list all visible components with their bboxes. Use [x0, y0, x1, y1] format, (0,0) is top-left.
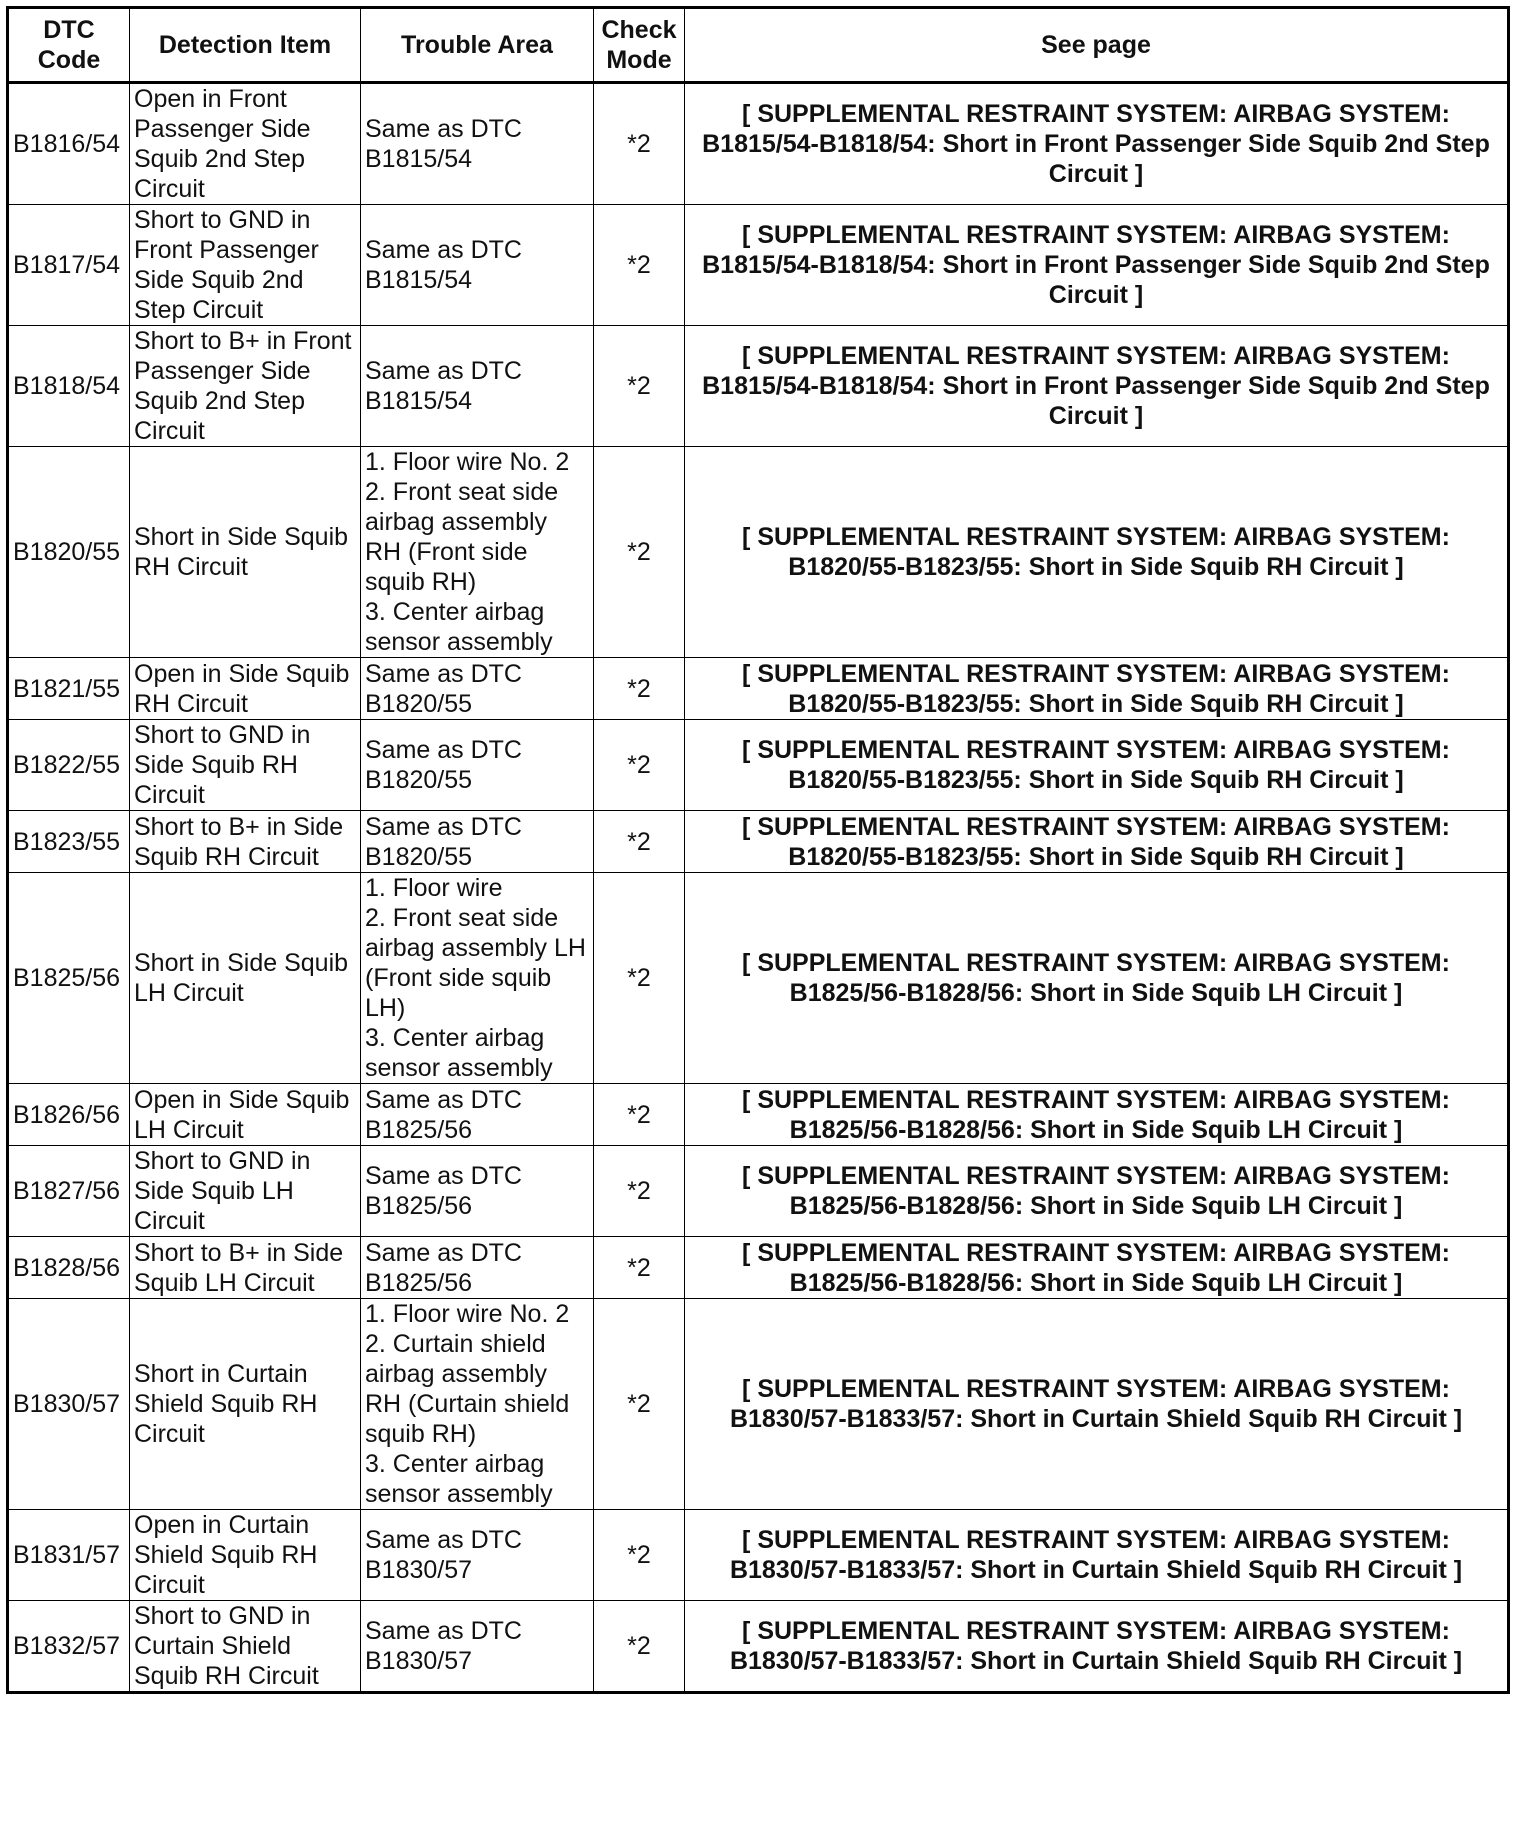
- check-mode-cell: *2: [594, 873, 685, 1084]
- detection-item-cell: Short to GND in Side Squib LH Circuit: [130, 1146, 361, 1237]
- check-mode-cell: *2: [594, 1084, 685, 1146]
- trouble-area-line: Same as DTC B1815/54: [365, 357, 522, 415]
- trouble-area-line: 2. Curtain shield airbag assembly RH (Curtain shield squib RH): [365, 1330, 570, 1448]
- table-row: [8, 1237, 1509, 1299]
- detection-item-cell: Short to GND in Front Passenger Side Squib 2nd Step Circuit: [130, 205, 361, 326]
- dtc-code-cell: B1822/55: [8, 720, 130, 811]
- dtc-code-cell: B1821/55: [8, 658, 130, 720]
- dtc-code-cell: B1832/57: [8, 1601, 130, 1693]
- trouble-area-line: 3. Center airbag sensor assembly: [365, 598, 553, 656]
- header-trouble-area: Trouble Area: [361, 8, 594, 83]
- dtc-code-cell: B1831/57: [8, 1510, 130, 1601]
- trouble-area-line: Same as DTC B1820/55: [365, 659, 522, 718]
- trouble-area-line: 1. Floor wire No. 2: [365, 1300, 570, 1328]
- table-row: [8, 658, 1509, 720]
- see-page-cell: [ SUPPLEMENTAL RESTRAINT SYSTEM: AIRBAG SYSTEM: B1820/55-B1823/55: Short in Side Squib RH Circuit ]: [685, 720, 1509, 811]
- trouble-area-line: Same as DTC B1830/57: [365, 1526, 522, 1584]
- see-page-cell: [ SUPPLEMENTAL RESTRAINT SYSTEM: AIRBAG SYSTEM: B1825/56-B1828/56: Short in Side Squib LH Circuit ]: [685, 1237, 1509, 1299]
- see-page-cell: [ SUPPLEMENTAL RESTRAINT SYSTEM: AIRBAG SYSTEM: B1815/54-B1818/54: Short in Front Passenger Side Squib 2nd Step Circuit ]: [685, 205, 1509, 326]
- check-mode-cell: *2: [594, 720, 685, 811]
- detection-item-cell: Open in Front Passenger Side Squib 2nd Step Circuit: [130, 83, 361, 205]
- see-page-cell: [ SUPPLEMENTAL RESTRAINT SYSTEM: AIRBAG SYSTEM: B1820/55-B1823/55: Short in Side Squib RH Circuit ]: [685, 658, 1509, 720]
- detection-item-cell: Short to B+ in Side Squib LH Circuit: [130, 1237, 361, 1299]
- table-row: [8, 720, 1509, 811]
- trouble-area-cell: [361, 873, 594, 1084]
- trouble-area-cell: [361, 205, 594, 326]
- check-mode-cell: *2: [594, 811, 685, 873]
- table-row: [8, 326, 1509, 447]
- dtc-code-cell: B1830/57: [8, 1299, 130, 1510]
- dtc-code-cell: B1823/55: [8, 811, 130, 873]
- dtc-code-cell: B1817/54: [8, 205, 130, 326]
- trouble-area-cell: [361, 1510, 594, 1601]
- table-row: [8, 1299, 1509, 1510]
- dtc-code-cell: B1825/56: [8, 873, 130, 1084]
- trouble-area-line: 2. Front seat side airbag assembly LH (Front side squib LH): [365, 904, 586, 1022]
- table-row: [8, 873, 1509, 1084]
- trouble-area-line: 3. Center airbag sensor assembly: [365, 1024, 553, 1082]
- table-row: [8, 1084, 1509, 1146]
- check-mode-cell: *2: [594, 83, 685, 205]
- check-mode-cell: *2: [594, 658, 685, 720]
- table-row: [8, 83, 1509, 205]
- detection-item-cell: Short in Side Squib RH Circuit: [130, 447, 361, 658]
- see-page-cell: [ SUPPLEMENTAL RESTRAINT SYSTEM: AIRBAG SYSTEM: B1830/57-B1833/57: Short in Curtain Shield Squib RH Circuit ]: [685, 1601, 1509, 1693]
- trouble-area-line: Same as DTC B1825/56: [365, 1238, 522, 1297]
- trouble-area-line: Same as DTC B1825/56: [365, 1085, 522, 1144]
- table-row: [8, 205, 1509, 326]
- dtc-code-cell: B1816/54: [8, 83, 130, 205]
- header-row: [8, 8, 1509, 83]
- detection-item-cell: Open in Curtain Shield Squib RH Circuit: [130, 1510, 361, 1601]
- check-mode-cell: *2: [594, 447, 685, 658]
- trouble-area-line: 2. Front seat side airbag assembly RH (Front side squib RH): [365, 478, 559, 596]
- table-row: [8, 447, 1509, 658]
- trouble-area-line: Same as DTC B1820/55: [365, 736, 522, 794]
- header-check-mode: Check Mode: [594, 8, 685, 83]
- dtc-code-cell: B1827/56: [8, 1146, 130, 1237]
- trouble-area-cell: [361, 1084, 594, 1146]
- table-header: [8, 8, 1509, 83]
- trouble-area-line: Same as DTC B1820/55: [365, 812, 522, 871]
- detection-item-cell: Open in Side Squib LH Circuit: [130, 1084, 361, 1146]
- trouble-area-line: Same as DTC B1830/57: [365, 1617, 522, 1675]
- dtc-code-cell: B1826/56: [8, 1084, 130, 1146]
- trouble-area-line: Same as DTC B1815/54: [365, 115, 522, 173]
- see-page-cell: [ SUPPLEMENTAL RESTRAINT SYSTEM: AIRBAG SYSTEM: B1815/54-B1818/54: Short in Front Passenger Side Squib 2nd Step Circuit ]: [685, 326, 1509, 447]
- trouble-area-line: 1. Floor wire No. 2: [365, 448, 570, 476]
- trouble-area-cell: [361, 1146, 594, 1237]
- table-row: [8, 1601, 1509, 1693]
- see-page-cell: [ SUPPLEMENTAL RESTRAINT SYSTEM: AIRBAG SYSTEM: B1825/56-B1828/56: Short in Side Squib LH Circuit ]: [685, 873, 1509, 1084]
- detection-item-cell: Short in Curtain Shield Squib RH Circuit: [130, 1299, 361, 1510]
- trouble-area-cell: [361, 83, 594, 205]
- check-mode-cell: *2: [594, 326, 685, 447]
- table-row: [8, 1146, 1509, 1237]
- trouble-area-line: 1. Floor wire: [365, 874, 503, 902]
- check-mode-cell: *2: [594, 205, 685, 326]
- see-page-cell: [ SUPPLEMENTAL RESTRAINT SYSTEM: AIRBAG SYSTEM: B1830/57-B1833/57: Short in Curtain Shield Squib RH Circuit ]: [685, 1510, 1509, 1601]
- see-page-cell: [ SUPPLEMENTAL RESTRAINT SYSTEM: AIRBAG SYSTEM: B1825/56-B1828/56: Short in Side Squib LH Circuit ]: [685, 1146, 1509, 1237]
- dtc-code-cell: B1820/55: [8, 447, 130, 658]
- check-mode-cell: *2: [594, 1146, 685, 1237]
- detection-item-cell: Open in Side Squib RH Circuit: [130, 658, 361, 720]
- table-body: [8, 83, 1509, 1693]
- trouble-area-cell: [361, 811, 594, 873]
- check-mode-cell: *2: [594, 1299, 685, 1510]
- detection-item-cell: Short to GND in Side Squib RH Circuit: [130, 720, 361, 811]
- dtc-table-container: [6, 6, 1507, 1694]
- detection-item-cell: Short to B+ in Front Passenger Side Squib 2nd Step Circuit: [130, 326, 361, 447]
- trouble-area-cell: [361, 720, 594, 811]
- trouble-area-cell: [361, 447, 594, 658]
- check-mode-cell: *2: [594, 1601, 685, 1693]
- table-row: [8, 811, 1509, 873]
- trouble-area-cell: [361, 658, 594, 720]
- detection-item-cell: Short to GND in Curtain Shield Squib RH Circuit: [130, 1601, 361, 1693]
- trouble-area-cell: [361, 1601, 594, 1693]
- trouble-area-line: Same as DTC B1815/54: [365, 236, 522, 294]
- check-mode-cell: *2: [594, 1237, 685, 1299]
- trouble-area-line: Same as DTC B1825/56: [365, 1162, 522, 1220]
- see-page-cell: [ SUPPLEMENTAL RESTRAINT SYSTEM: AIRBAG SYSTEM: B1820/55-B1823/55: Short in Side Squib RH Circuit ]: [685, 811, 1509, 873]
- trouble-area-line: 3. Center airbag sensor assembly: [365, 1450, 553, 1508]
- trouble-area-cell: [361, 1237, 594, 1299]
- table-row: [8, 1510, 1509, 1601]
- check-mode-cell: *2: [594, 1510, 685, 1601]
- detection-item-cell: Short to B+ in Side Squib RH Circuit: [130, 811, 361, 873]
- trouble-area-cell: [361, 1299, 594, 1510]
- trouble-area-cell: [361, 326, 594, 447]
- see-page-cell: [ SUPPLEMENTAL RESTRAINT SYSTEM: AIRBAG SYSTEM: B1830/57-B1833/57: Short in Curtain Shield Squib RH Circuit ]: [685, 1299, 1509, 1510]
- see-page-cell: [ SUPPLEMENTAL RESTRAINT SYSTEM: AIRBAG SYSTEM: B1815/54-B1818/54: Short in Front Passenger Side Squib 2nd Step Circuit ]: [685, 83, 1509, 205]
- see-page-cell: [ SUPPLEMENTAL RESTRAINT SYSTEM: AIRBAG SYSTEM: B1820/55-B1823/55: Short in Side Squib RH Circuit ]: [685, 447, 1509, 658]
- header-detection-item: Detection Item: [130, 8, 361, 83]
- header-see-page: See page: [685, 8, 1509, 83]
- dtc-table: [6, 6, 1510, 1694]
- see-page-cell: [ SUPPLEMENTAL RESTRAINT SYSTEM: AIRBAG SYSTEM: B1825/56-B1828/56: Short in Side Squib LH Circuit ]: [685, 1084, 1509, 1146]
- dtc-code-cell: B1818/54: [8, 326, 130, 447]
- detection-item-cell: Short in Side Squib LH Circuit: [130, 873, 361, 1084]
- dtc-code-cell: B1828/56: [8, 1237, 130, 1299]
- header-dtc-code: DTC Code: [8, 8, 130, 83]
